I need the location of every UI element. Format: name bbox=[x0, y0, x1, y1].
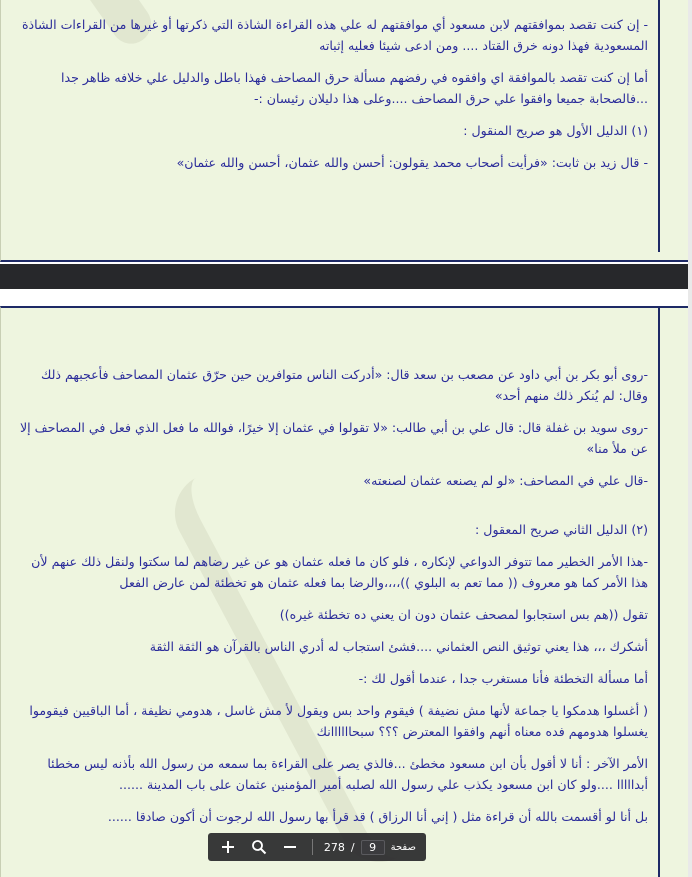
page-gap bbox=[0, 289, 692, 306]
magnifier-icon bbox=[251, 839, 267, 855]
paragraph: تقول ((هم بس استجابوا لمصحف عثمان دون ان يعني ده تخطئة غيره)) bbox=[279, 607, 648, 622]
paragraph: بل أنا لو أقسمت بالله أن قراءة مثل ( إني أنا الرزاق ) قد قرأ بها رسول الله لرجوت أن أكون صادقا ...... bbox=[107, 809, 648, 824]
page-label: صفحة bbox=[390, 841, 416, 853]
zoom-out-button[interactable] bbox=[280, 837, 300, 857]
current-page-input[interactable]: 9 bbox=[361, 840, 385, 855]
paragraph: -قال علي في المصاحف: «لو لم يصنعه عثمان لصنعته» bbox=[363, 473, 648, 488]
total-pages: 278 bbox=[323, 840, 345, 854]
paragraph: أما إن كنت تقصد بالموافقة اي وافقوه في رفضهم مسألة حرق المصاحف فهذا باطل والدليل علي خلافه ظاهر جدا ...فالصحابة جميعا وافقوا علي حرق المصاحف ....وعلى هذا دليلان رئيسان :- bbox=[61, 70, 648, 106]
paragraph: -روى أبو بكر بن أبي داود عن مصعب بن سعد قال: «أدركت الناس متوافرين حين حرّق عثمان المصاحف فأعجبهم ذلك وقال: لم يُنكر ذلك منهم أحد» bbox=[40, 367, 648, 403]
zoom-in-button[interactable] bbox=[218, 837, 238, 857]
paragraph: الأمر الآخر : أنا لا أقول بأن ابن مسعود مخطئ ...فالذي يصر على القراءة بما سمعه من رسول الله بأذنه ليس مخطئا أبدااااا ....ولو كان ابن مسعود يكذب علي رسول الله لصلبه أمير المؤمنين عثمان على باب المدينة ...... bbox=[47, 756, 648, 792]
document-page-1 bbox=[0, 0, 688, 262]
paragraph: - قال زيد بن ثابت: «فرأيت أصحاب محمد يقولون: أحسن والله عثمان، أحسن والله عثمان» bbox=[176, 155, 648, 170]
paragraph: (٢) الدليل الثاني صريح المعقول : bbox=[475, 522, 648, 537]
paragraph: أشكرك ،،، هذا يعني توثيق النص العثماني ....فشئ استجاب له أدري الناس بالقرآن هو الثقة الثقة bbox=[149, 639, 648, 654]
page-2-text bbox=[13, 364, 648, 838]
minus-icon bbox=[283, 840, 297, 854]
scrollbar[interactable] bbox=[688, 0, 692, 877]
paragraph: -روى سويد بن غفلة قال: قال علي بن أبي طالب: «لا تقولوا في عثمان إلا خيرًا، فوالله ما فعل الذي فعل في المصاحف إلا عن ملأ منا» bbox=[19, 420, 648, 456]
page-separator bbox=[0, 264, 692, 289]
paragraph: أما مسألة التخطئة فأنا مستغرب جدا ، عندما أقول لك :- bbox=[358, 671, 648, 686]
paragraph: ( أغسلوا هدمكوا يا جماعة لأنها مش نضيفة ) فيقوم واحد بس ويقول لأ مش غاسل ، هدومي نظيفة ، أما الباقيين فيقوموا يغسلوا هدومهم فده معناه أنهم وافقوا المعترض ؟؟؟ سبحاااااانك bbox=[29, 703, 648, 739]
zoom-button[interactable] bbox=[249, 837, 269, 857]
page-indicator bbox=[324, 840, 416, 855]
viewer-toolbar bbox=[208, 833, 426, 861]
paragraph: (١) الدليل الأول هو صريح المنقول : bbox=[463, 123, 648, 138]
document-page-2 bbox=[0, 306, 688, 877]
page-1-text bbox=[13, 14, 648, 184]
plus-icon bbox=[221, 840, 235, 854]
paragraph: - إن كنت تقصد بموافقتهم لابن مسعود أي موافقتهم له علي هذه القراءة الشاذة التي ذكرتها أو غيرها من القراءات الشاذة المسعودية فهذا دونه خرق القتاد .... ومن ادعى شيئا فعليه إثباته bbox=[21, 17, 648, 53]
paragraph: -هذا الأمر الخطير مما تتوفر الدواعي لإنكاره ، فلو كان ما فعله عثمان هو عن غير رضاهم لما سكتوا ولنقل ذلك عنهم لأن هذا الأمر كما هو معروف (( مما تعم به البلوي ))،،،،والرضا بما فعله عثمان هو تخطئة لمن عارض الفعل bbox=[31, 554, 648, 590]
toolbar-divider bbox=[312, 839, 313, 855]
page-separator-slash: / bbox=[350, 840, 355, 854]
